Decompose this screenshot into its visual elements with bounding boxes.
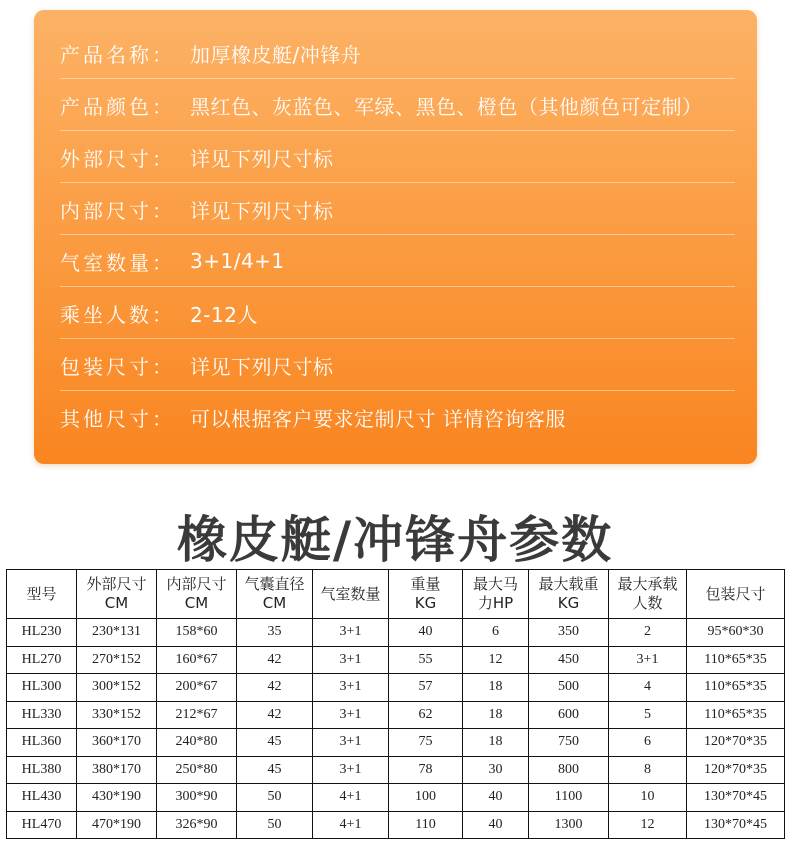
spec-label: 产品名称： (60, 42, 175, 67)
table-cell: 470*190 (77, 811, 157, 839)
table-cell: 3+1 (313, 729, 389, 757)
table-cell: HL230 (7, 619, 77, 647)
table-cell: 350 (529, 619, 609, 647)
spec-row-package-size (60, 340, 735, 391)
section-title: 橡皮艇/冲锋舟参数 (176, 511, 614, 569)
table-cell: 326*90 (157, 811, 237, 839)
table-cell: 110*65*35 (687, 674, 785, 702)
table-header-cell (157, 570, 237, 619)
table-cell: 12 (463, 646, 529, 674)
header-line-2: KG (414, 594, 437, 612)
spec-label: 其他尺寸： (60, 407, 175, 431)
table-cell: 12 (609, 811, 687, 839)
table-cell: 3+1 (313, 619, 389, 647)
spec-label: 气室数量： (60, 250, 175, 275)
table-cell: 6 (609, 729, 687, 757)
table-cell: 200*67 (157, 674, 237, 702)
header-line-1: 最大承载 (617, 575, 678, 593)
table-cell: 42 (237, 674, 313, 702)
table-cell: HL430 (7, 784, 77, 812)
table-cell: 3+1 (313, 674, 389, 702)
table-cell: 330*152 (77, 701, 157, 729)
table-cell: 750 (529, 729, 609, 757)
spec-value: 2-12人 (190, 302, 258, 327)
table-cell: 212*67 (157, 701, 237, 729)
table-cell: 2 (609, 619, 687, 647)
table-row (7, 784, 785, 812)
table-cell: HL470 (7, 811, 77, 839)
header-line-1: 气囊直径 (244, 575, 305, 593)
table-cell: 18 (463, 701, 529, 729)
table-cell: 3+1 (313, 646, 389, 674)
header-line-1: 最大载重 (538, 575, 599, 593)
table-cell: 360*170 (77, 729, 157, 757)
table-cell: 5 (609, 701, 687, 729)
table-cell: 50 (237, 784, 313, 812)
spec-label: 内部尺寸： (60, 198, 175, 223)
table-cell: 40 (463, 784, 529, 812)
table-cell: HL330 (7, 701, 77, 729)
table-cell: HL380 (7, 756, 77, 784)
table-cell: 160*67 (157, 646, 237, 674)
table-header-cell (77, 570, 157, 619)
table-cell: 40 (389, 619, 463, 647)
table-cell: 4+1 (313, 811, 389, 839)
table-cell: 62 (389, 701, 463, 729)
table-header-cell (687, 570, 785, 619)
table-cell: 430*190 (77, 784, 157, 812)
table-cell: 42 (237, 646, 313, 674)
table-header-cell (237, 570, 313, 619)
header-line-2: CM (184, 594, 209, 612)
table-cell: 40 (463, 811, 529, 839)
spec-row-capacity (60, 288, 735, 339)
table-cell: 1100 (529, 784, 609, 812)
table-body (7, 619, 785, 839)
spec-value: 详见下列尺寸标 (190, 354, 334, 379)
spec-value: 3+1/4+1 (190, 249, 285, 273)
spec-row-name (60, 28, 735, 79)
table-header-row (7, 570, 785, 619)
table-cell: 100 (389, 784, 463, 812)
table-cell: 75 (389, 729, 463, 757)
spec-row-inner-size (60, 184, 735, 235)
header-line-1: 包装尺寸 (705, 584, 766, 603)
spec-label: 包装尺寸： (60, 354, 175, 379)
table-row (7, 756, 785, 784)
table-cell: 50 (237, 811, 313, 839)
table-cell: 4 (609, 674, 687, 702)
table-cell: 35 (237, 619, 313, 647)
header-line-2: CM (104, 594, 129, 612)
product-spec-card (34, 10, 757, 464)
table-cell: 130*70*45 (687, 784, 785, 812)
table-cell: 130*70*45 (687, 811, 785, 839)
table-cell: 110 (389, 811, 463, 839)
spec-row-other (60, 392, 735, 443)
table-cell: 4+1 (313, 784, 389, 812)
spec-value: 详见下列尺寸标 (190, 146, 334, 171)
table-cell: 120*70*35 (687, 729, 785, 757)
table-header-cell (463, 570, 529, 619)
table-header-cell (609, 570, 687, 619)
table-cell: 110*65*35 (687, 646, 785, 674)
header-line-1: 内部尺寸 (166, 575, 227, 593)
table-cell: 800 (529, 756, 609, 784)
header-line-1: 重量 (410, 575, 441, 593)
table-cell: 380*170 (77, 756, 157, 784)
spec-value: 可以根据客户要求定制尺寸 详情咨询客服 (190, 407, 566, 431)
spec-label: 产品颜色： (60, 94, 175, 119)
table-row (7, 729, 785, 757)
header-line-2: 力HP (477, 594, 514, 612)
table-row (7, 811, 785, 839)
spec-value: 详见下列尺寸标 (190, 198, 334, 223)
spec-row-outer-size (60, 132, 735, 183)
table-cell: 45 (237, 729, 313, 757)
table-cell: HL300 (7, 674, 77, 702)
table-cell: 240*80 (157, 729, 237, 757)
table-cell: 18 (463, 674, 529, 702)
header-line-2: 人数 (632, 594, 663, 612)
spec-value: 黑红色、灰蓝色、军绿、黑色、橙色（其他颜色可定制） (190, 94, 703, 119)
table-cell: 110*65*35 (687, 701, 785, 729)
table-header-cell (313, 570, 389, 619)
table-cell: 230*131 (77, 619, 157, 647)
header-line-1: 最大马 (472, 575, 518, 593)
table-row (7, 619, 785, 647)
table-header-cell (7, 570, 77, 619)
table-cell: HL270 (7, 646, 77, 674)
table-header-cell (529, 570, 609, 619)
table-row (7, 701, 785, 729)
table-cell: 270*152 (77, 646, 157, 674)
table-cell: 3+1 (313, 756, 389, 784)
table-cell: 3+1 (609, 646, 687, 674)
table-cell: HL360 (7, 729, 77, 757)
header-line-2: KG (557, 594, 580, 612)
header-line-1: 气室数量 (320, 584, 381, 603)
spec-label: 外部尺寸： (60, 146, 175, 171)
table-cell: 95*60*30 (687, 619, 785, 647)
table-row (7, 674, 785, 702)
table-cell: 300*90 (157, 784, 237, 812)
table-cell: 10 (609, 784, 687, 812)
table-cell: 57 (389, 674, 463, 702)
table-cell: 250*80 (157, 756, 237, 784)
table-cell: 55 (389, 646, 463, 674)
table-cell: 450 (529, 646, 609, 674)
header-line-1: 外部尺寸 (86, 575, 147, 593)
table-cell: 500 (529, 674, 609, 702)
spec-value: 加厚橡皮艇/冲锋舟 (190, 42, 362, 67)
spec-row-color (60, 80, 735, 131)
table-cell: 45 (237, 756, 313, 784)
table-cell: 42 (237, 701, 313, 729)
table-cell: 3+1 (313, 701, 389, 729)
table-cell: 78 (389, 756, 463, 784)
table-cell: 6 (463, 619, 529, 647)
spec-row-chambers (60, 236, 735, 287)
spec-label: 乘坐人数： (60, 302, 175, 327)
table-cell: 120*70*35 (687, 756, 785, 784)
table-cell: 8 (609, 756, 687, 784)
table-cell: 1300 (529, 811, 609, 839)
header-line-2: CM (262, 594, 287, 612)
parameter-table (6, 569, 785, 839)
table-header-cell (389, 570, 463, 619)
header-line-1: 型号 (26, 584, 57, 603)
table-row (7, 646, 785, 674)
table-cell: 300*152 (77, 674, 157, 702)
table-cell: 158*60 (157, 619, 237, 647)
table-cell: 30 (463, 756, 529, 784)
table-cell: 18 (463, 729, 529, 757)
table-cell: 600 (529, 701, 609, 729)
